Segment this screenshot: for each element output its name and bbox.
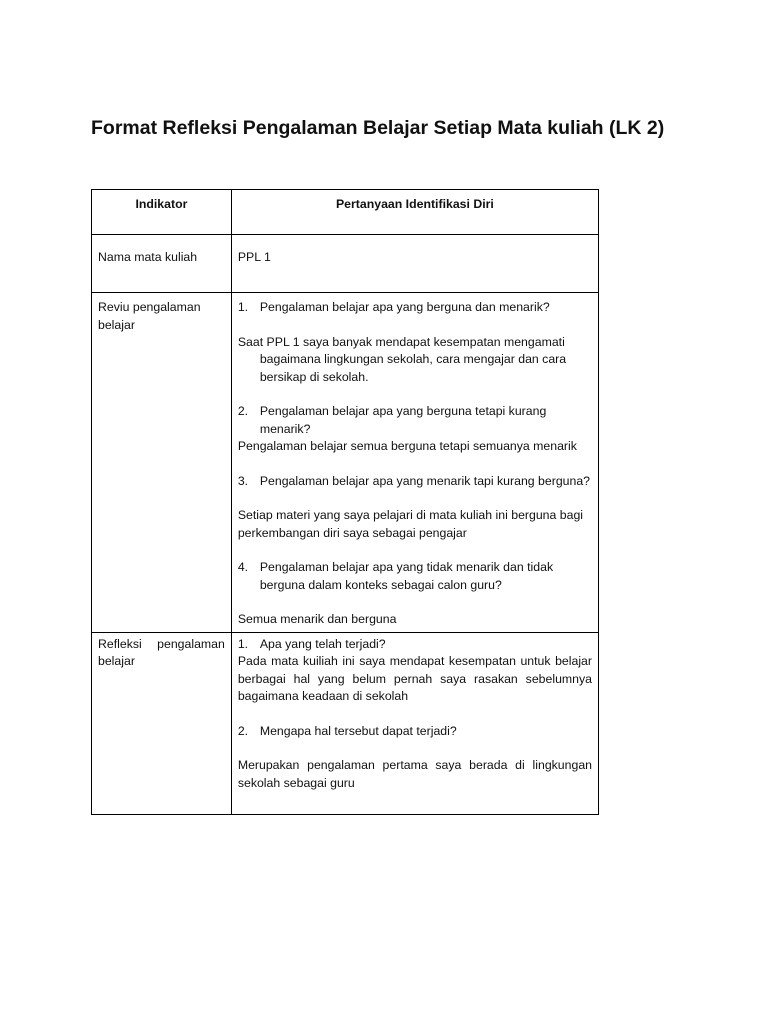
nama-label: Nama mata kuliah (98, 250, 198, 264)
refleksi-q1-number: 1. (237, 636, 249, 651)
reviu-label-line1: Reviu pengalaman (98, 300, 201, 314)
reviu-answer-2: Pengalaman belajar semua berguna tetapi semuanya menarik (237, 439, 577, 453)
refleksi-q2-number: 2. (237, 723, 249, 738)
reviu-q4-text: Pengalaman belajar apa yang tidak menarik dan tidak berguna dalam konteks sebagai calon guru? (259, 560, 554, 592)
reviu-q3-number: 3. (237, 473, 249, 488)
reviu-answer-3: Setiap materi yang saya pelajari di mata kuliah ini berguna bagi perkembangan diri saya sebagai pengajar (237, 508, 584, 540)
reviu-q2-text: Pengalaman belajar apa yang berguna tetapi kurang menarik? (259, 404, 547, 436)
page-title: Format Refleksi Pengalaman Belajar Setiap Mata kuliah (LK 2) (91, 117, 665, 139)
cell-refleksi-content (231, 632, 598, 815)
reviu-question-4 (238, 559, 592, 594)
refleksi-question-1 (238, 636, 592, 654)
reviu-q1-number: 1. (237, 300, 249, 314)
reviu-q1-text: Pengalaman belajar apa yang berguna dan menarik? (259, 300, 550, 314)
reviu-q2-number: 2. (237, 404, 249, 418)
refleksi-question-2 (238, 723, 592, 741)
refleksi-answer-2: Merupakan pengalaman pertama saya berada di lingkungan sekolah sebagai guru (237, 758, 592, 790)
refleksi-q2-text: Mengapa hal tersebut dapat terjadi? (259, 723, 457, 738)
reflection-table (91, 189, 599, 815)
header-indikator-text: Indikator (135, 197, 188, 211)
refleksi-answer-1: Pada mata kuiliah ini saya mendapat kesempatan untuk belajar berbagai hal yang belum pernah saya rasakan sebelumnya bagaimana keadaan di sekolah (237, 654, 592, 703)
header-pertanyaan-text: Pertanyaan Identifikasi Diri (335, 197, 494, 211)
table-row-nama (92, 235, 599, 293)
reviu-q3-text: Pengalaman belajar apa yang menarik tapi kurang berguna? (259, 473, 591, 488)
cell-reviu-content (231, 293, 598, 633)
cell-refleksi-label (92, 632, 232, 815)
table-row-refleksi (92, 632, 599, 815)
table-row-reviu (92, 293, 599, 633)
reviu-answer-4: Semua menarik dan berguna (237, 612, 397, 626)
refleksi-label-line2: belajar (98, 654, 135, 668)
reviu-answer-1: Saat PPL 1 saya banyak mendapat kesempatan mengamati bagaimana lingkungan sekolah, cara mengajar dan cara bersikap di sekolah. (237, 334, 567, 384)
refleksi-q1-text: Apa yang telah terjadi? (259, 636, 386, 651)
cell-nama-label (92, 235, 232, 293)
refleksi-label-word1: Refleksi (98, 636, 142, 651)
refleksi-label-line1 (98, 636, 225, 654)
reviu-question-1 (238, 299, 592, 317)
refleksi-label-word2: pengalaman (157, 636, 225, 651)
cell-nama-value (231, 235, 598, 293)
reviu-question-3 (238, 473, 592, 491)
nama-value: PPL 1 (237, 250, 271, 264)
reviu-question-2 (238, 403, 592, 438)
cell-reviu-label (92, 293, 232, 633)
reviu-label-line2: belajar (98, 317, 135, 332)
reviu-q4-number: 4. (237, 560, 249, 574)
